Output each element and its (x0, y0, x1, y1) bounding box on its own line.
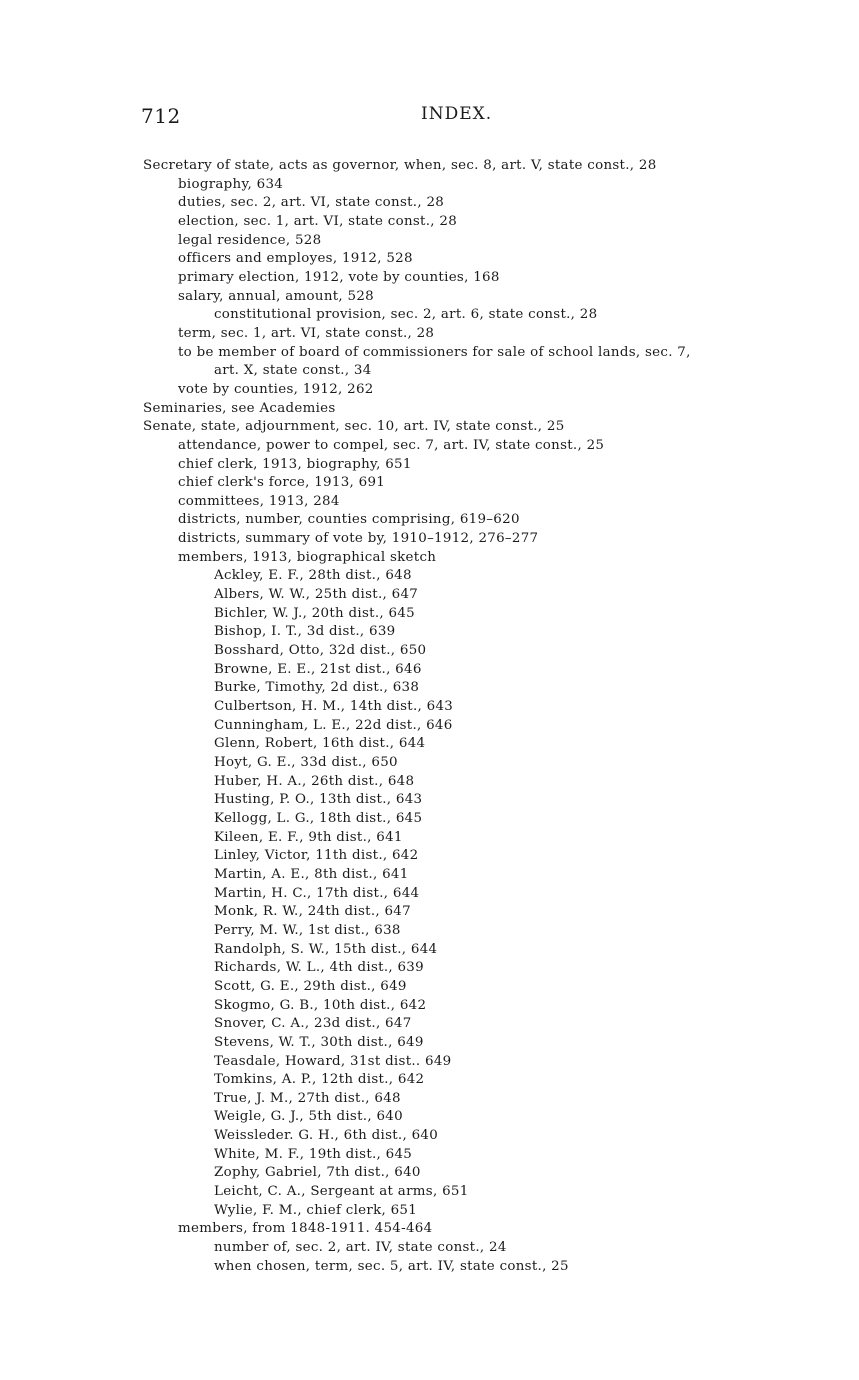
index-heading: Secretary of state, acts as governor, when, sec. 8, art. V, state const., 28 (143, 158, 657, 173)
index-subentry: attendance, power to compel, sec. 7, art. IV, state const., 25 (178, 437, 605, 453)
index-subsubentry: White, M. F., 19th dist., 645 (214, 1146, 413, 1162)
index-subsubentry: Snover, C. A., 23d dist., 647 (214, 1016, 412, 1032)
index-subsubentry: Culbertson, H. M., 14th dist., 643 (214, 699, 454, 715)
index-subentry: chief clerk's force, 1913, 691 (178, 475, 386, 491)
index-subentry: to be member of board of commissioners for sale of school lands, sec. 7, (178, 344, 691, 360)
index-subsubentry: Teasdale, Howard, 31st dist.. 649 (214, 1053, 452, 1069)
index-subsubentry: Martin, H. C., 17th dist., 644 (214, 885, 420, 901)
index-subsubentry: number of, sec. 2, art. IV, state const., 24 (214, 1240, 507, 1256)
index-subentry: chief clerk, 1913, biography, 651 (178, 456, 412, 472)
index-subsubentry: Glenn, Robert, 16th dist., 644 (214, 736, 426, 752)
index-subentry: vote by counties, 1912, 262 (178, 381, 374, 397)
index-subentry: districts, summary of vote by, 1910–1912, 276–277 (178, 531, 539, 547)
index-subsubentry: Kellogg, L. G., 18th dist., 645 (214, 810, 423, 826)
index-heading: Seminaries, see Academies (143, 400, 336, 416)
index-subsubentry: Bosshard, Otto, 32d dist., 650 (214, 643, 427, 659)
index-subsubentry: Hoyt, G. E., 33d dist., 650 (214, 755, 398, 770)
index-subentry: officers and employes, 1912, 528 (178, 251, 413, 267)
page-number: 712 (141, 104, 181, 128)
index-subsubentry: Randolph, S. W., 15th dist., 644 (214, 941, 438, 957)
index-subsubentry: Scott, G. E., 29th dist., 649 (214, 978, 407, 994)
index-subsubentry: Perry, M. W., 1st dist., 638 (214, 922, 401, 938)
index-subsubentry: Leicht, C. A., Sergeant at arms, 651 (214, 1184, 469, 1200)
index-subsubentry: Stevens, W. T., 30th dist., 649 (214, 1034, 424, 1050)
index-subsubentry: Monk, R. W., 24th dist., 647 (214, 904, 411, 920)
index-subsubentry: Bishop, I. T., 3d dist., 639 (214, 624, 396, 640)
index-subsubentry: Kileen, E. F., 9th dist., 641 (214, 829, 403, 845)
index-subsubentry: Huber, H. A., 26th dist., 648 (214, 773, 415, 789)
index-subsubentry: Husting, P. O., 13th dist., 643 (214, 792, 423, 808)
index-subsubentry: Wylie, F. M., chief clerk, 651 (214, 1202, 418, 1218)
index-subsubentry: Burke, Timothy, 2d dist., 638 (214, 680, 420, 696)
index-heading: Senate, state, adjournment, sec. 10, art. IV, state const., 25 (143, 419, 565, 435)
index-subentry: duties, sec. 2, art. VI, state const., 28 (178, 195, 445, 211)
index-subentry: districts, number, counties comprising, 619–620 (178, 512, 520, 528)
index-subsubentry: Tomkins, A. P., 12th dist., 642 (214, 1072, 425, 1088)
index-subsubentry: Martin, A. E., 8th dist., 641 (214, 866, 409, 882)
index-subsubentry: Ackley, E. F., 28th dist., 648 (214, 568, 412, 584)
index-subentry: salary, annual, amount, 528 (178, 288, 374, 304)
index-subsubentry: Zophy, Gabriel, 7th dist., 640 (214, 1165, 421, 1181)
index-subentry: term, sec. 1, art. VI, state const., 28 (178, 325, 435, 341)
index-subsubentry: art. X, state const., 34 (214, 363, 372, 379)
index-subentry: legal residence, 528 (178, 232, 322, 248)
index-subsubentry: Cunningham, L. E., 22d dist., 646 (214, 717, 453, 733)
index-subsubentry: Bichler, W. J., 20th dist., 645 (214, 605, 415, 621)
index-subsubentry: Albers, W. W., 25th dist., 647 (214, 587, 419, 603)
index-subentry: committees, 1913, 284 (178, 493, 340, 509)
index-subsubentry: constitutional provision, sec. 2, art. 6, state const., 28 (214, 307, 598, 323)
index-subsubentry: Weissleder. G. H., 6th dist., 640 (214, 1128, 439, 1144)
index-subsubentry: Richards, W. L., 4th dist., 639 (214, 960, 424, 976)
index-subsubentry: when chosen, term, sec. 5, art. IV, state const., 25 (214, 1258, 569, 1274)
index-subsubentry: Weigle, G. J., 5th dist., 640 (214, 1109, 403, 1125)
index-subsubentry: True, J. M., 27th dist., 648 (214, 1090, 401, 1106)
index-subentry: primary election, 1912, vote by counties, 168 (178, 269, 500, 285)
index-subsubentry: Skogmo, G. B., 10th dist., 642 (214, 997, 427, 1013)
index-subsubentry: Linley, Victor, 11th dist., 642 (214, 848, 419, 864)
index-subentry: members, 1913, biographical sketch (178, 549, 437, 565)
index-subentry: members, from 1848-1911. 454-464 (178, 1221, 433, 1237)
index-entries (143, 157, 803, 1276)
index-subentry: biography, 634 (178, 176, 284, 192)
index-subsubentry: Browne, E. E., 21st dist., 646 (214, 661, 422, 677)
index-subentry: election, sec. 1, art. VI, state const., 28 (178, 213, 458, 229)
running-head: INDEX. (421, 104, 493, 124)
